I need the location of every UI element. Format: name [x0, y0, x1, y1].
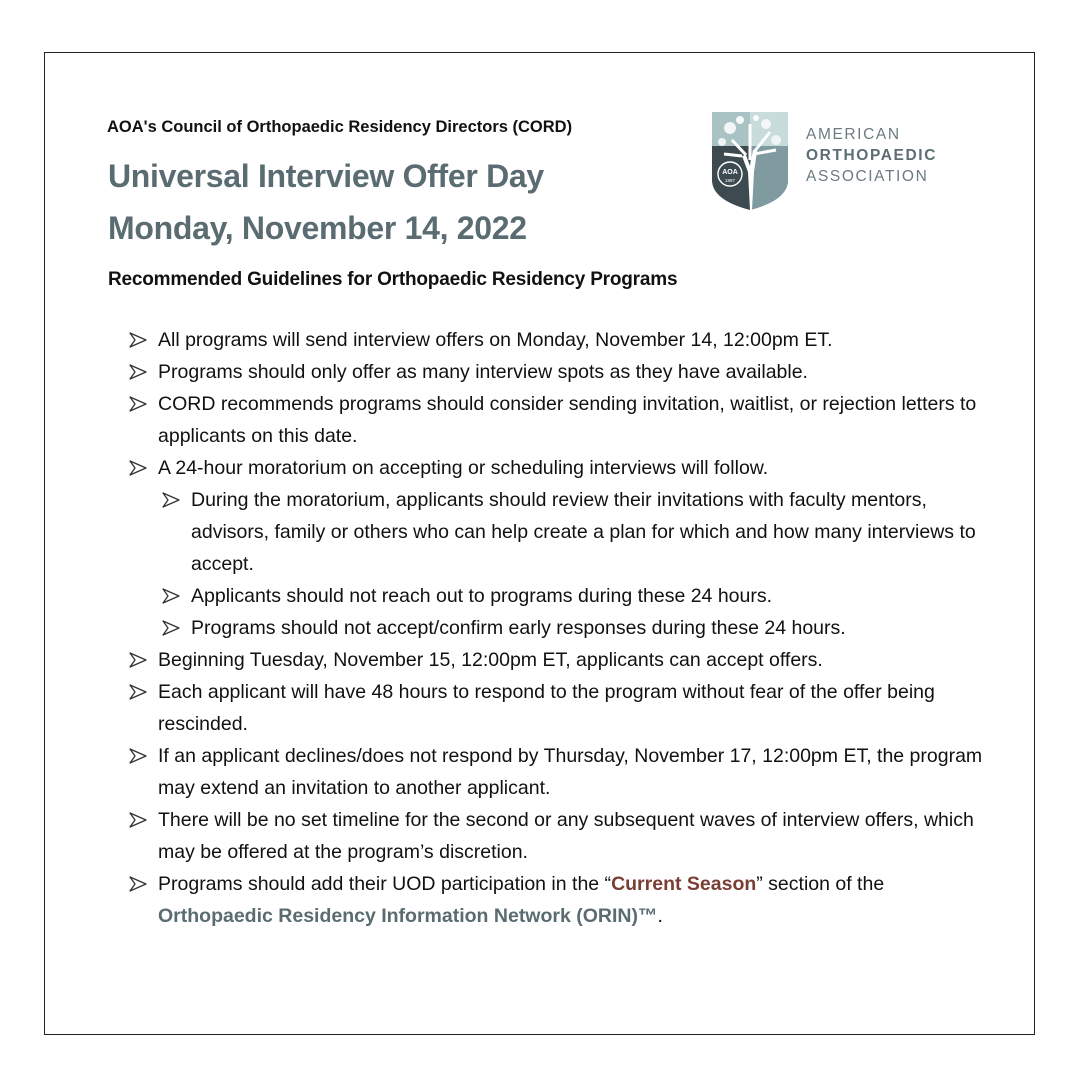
- page-title: Universal Interview Offer Day: [108, 158, 544, 194]
- list-item: There will be no set timeline for the second or any subsequent waves of interview offers, which may be offered at the program’s discretion.: [0, 804, 988, 868]
- list-item: If an applicant declines/does not respond by Thursday, November 17, 12:00pm ET, the program may extend an invitation to another applicant.: [0, 740, 988, 804]
- arrow-bullet-icon: [129, 364, 147, 380]
- logo-line-1: AMERICAN: [806, 126, 901, 143]
- sub-list-item: Programs should not accept/confirm early responses during these 24 hours.: [0, 612, 988, 644]
- arrow-bullet-icon: [162, 588, 180, 604]
- guidelines-list: [0, 324, 1080, 932]
- aoa-shield-icon: [710, 110, 790, 212]
- list-item: All programs will send interview offers on Monday, November 14, 12:00pm ET.: [0, 324, 988, 356]
- aoa-logo: [710, 110, 960, 212]
- last-bullet-text-pre: Programs should add their UOD participation in the “: [158, 873, 612, 895]
- arrow-bullet-icon: [129, 876, 147, 892]
- svg-text:AOA: AOA: [722, 169, 738, 176]
- arrow-bullet-icon: [162, 620, 180, 636]
- last-bullet-text-end: .: [657, 905, 663, 927]
- arrow-bullet-icon: [129, 748, 147, 764]
- last-bullet-text-mid: ” section of the: [756, 873, 885, 895]
- list-item: Each applicant will have 48 hours to respond to the program without fear of the offer being rescinded.: [0, 676, 988, 740]
- sub-list-item: During the moratorium, applicants should review their invitations with faculty mentors, advisors, family or others who can help create a plan for which and how many interviews to accept.: [0, 484, 988, 580]
- sub-list-item: Applicants should not reach out to programs during these 24 hours.: [0, 580, 988, 612]
- arrow-bullet-icon: [129, 396, 147, 412]
- council-heading: AOA's Council of Orthopaedic Residency Directors (CORD): [107, 118, 573, 136]
- list-item: Programs should only offer as many interview spots as they have available.: [0, 356, 988, 388]
- guidelines-subtitle: Recommended Guidelines for Orthopaedic Residency Programs: [108, 269, 678, 290]
- arrow-bullet-icon: [162, 492, 180, 508]
- arrow-bullet-icon: [129, 812, 147, 828]
- svg-text:1887: 1887: [724, 178, 736, 183]
- arrow-bullet-icon: [129, 684, 147, 700]
- logo-line-3: ASSOCIATION: [806, 168, 929, 185]
- event-date: Monday, November 14, 2022: [108, 210, 527, 246]
- arrow-bullet-icon: [129, 652, 147, 668]
- logo-line-2: ORTHOPAEDIC: [806, 147, 937, 164]
- list-item: A 24-hour moratorium on accepting or scheduling interviews will follow.: [0, 452, 988, 484]
- list-item: CORD recommends programs should consider sending invitation, waitlist, or rejection letters to applicants on this date.: [0, 388, 988, 452]
- current-season-link[interactable]: Current Season: [611, 873, 757, 895]
- arrow-bullet-icon: [129, 460, 147, 476]
- list-item: [0, 868, 988, 932]
- list-item: Beginning Tuesday, November 15, 12:00pm ET, applicants can accept offers.: [0, 644, 988, 676]
- logo-wordmark: [806, 124, 937, 187]
- orin-link[interactable]: Orthopaedic Residency Information Network (ORIN)™: [158, 905, 658, 927]
- arrow-bullet-icon: [129, 332, 147, 348]
